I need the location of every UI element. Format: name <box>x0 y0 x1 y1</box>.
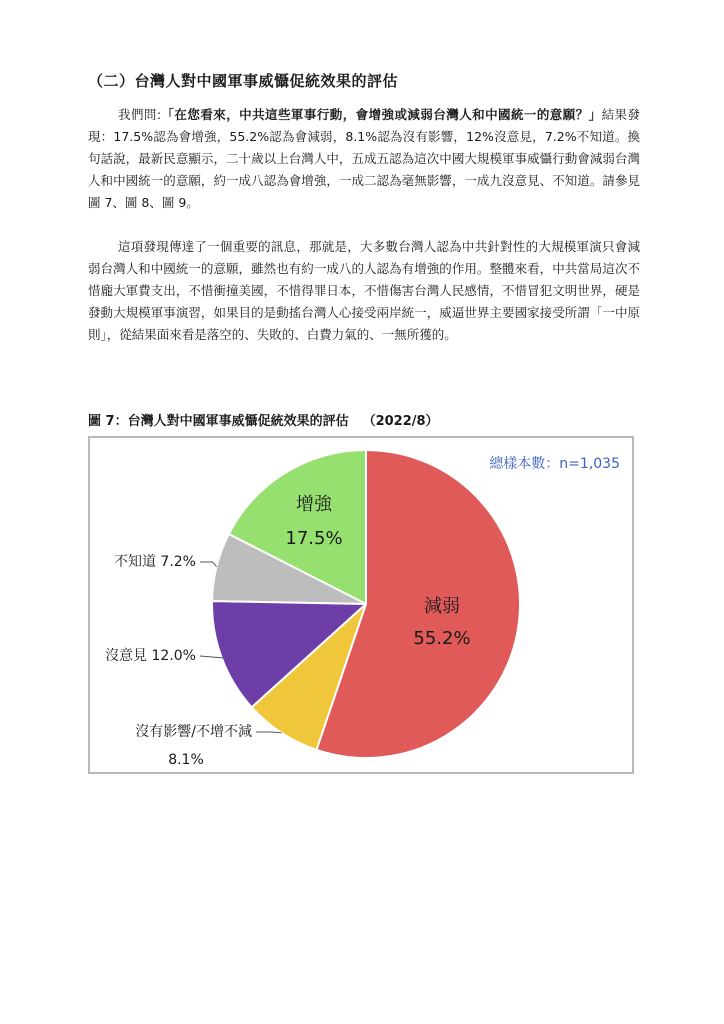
paragraph-1-findings: 結果發現：17.5%認為會增強，55.2%認為會減弱，8.1%認為沒有影響，12%沒意見，7.2%不知道。換句話說，最新民意顯示，二十歲以上台灣人中，五成五認為這次中國大規模軍事威懾行動會減弱台灣人和中國統一的意願，約一成八認為會增強，一成二認為毫無影響，一成九沒意見、不知道。請參見圖 7、圖 8、圖 9。 <box>88 107 640 210</box>
pie-chart <box>90 438 632 772</box>
figure-label: 圖 7：台灣人對中國軍事威懾促統效果的評估 <box>88 414 349 429</box>
label-increase: 增強 <box>296 494 332 515</box>
label-dont-know: 不知道 7.2% <box>113 554 196 570</box>
survey-question: 「在您看來，中共這些軍事行動，會增強或減弱台灣人和中國統一的意願？」 <box>161 107 602 122</box>
paragraph-1-lead: 我們問: <box>118 107 162 122</box>
paragraph-1 <box>88 104 640 214</box>
value-increase: 17.5% <box>285 528 343 549</box>
label-decrease: 減弱 <box>424 596 460 617</box>
value-decrease: 55.2% <box>413 628 471 649</box>
value-no-effect: 8.1% <box>168 752 204 768</box>
section-title: （二）台灣人對中國軍事威懾促統效果的評估 <box>88 72 399 90</box>
leader-no-effect <box>256 732 281 733</box>
label-no-effect: 沒有影響/不增不減 <box>135 724 252 740</box>
paragraph-2: 這項發現傳達了一個重要的訊息，那就是，大多數台灣人認為中共針對性的大規模軍演只會減弱台灣人和中國統一的意願，雖然也有約一成八的人認為有增強的作用。整體來看，中共當局這次不惜龐大軍費支出，不惜衝撞美國，不惜得罪日本，不惜傷害台灣人民感情，不惜冒犯文明世界，硬是發動大規模軍事演習，如果目的是動搖台灣人心接受兩岸統一，威逼世界主要國家接受所謂「一中原則」，從結果面來看是落空的、失敗的、白費力氣的、一無所獲的。 <box>88 239 640 342</box>
figure-date: （2022/8） <box>362 414 439 429</box>
figure-caption <box>88 410 439 429</box>
sample-size-note: 總樣本數：n=1,035 <box>489 456 620 472</box>
leader-dont-know <box>200 562 217 567</box>
label-no-opinion: 沒意見 12.0% <box>105 648 196 664</box>
pie-chart-frame <box>88 436 634 774</box>
